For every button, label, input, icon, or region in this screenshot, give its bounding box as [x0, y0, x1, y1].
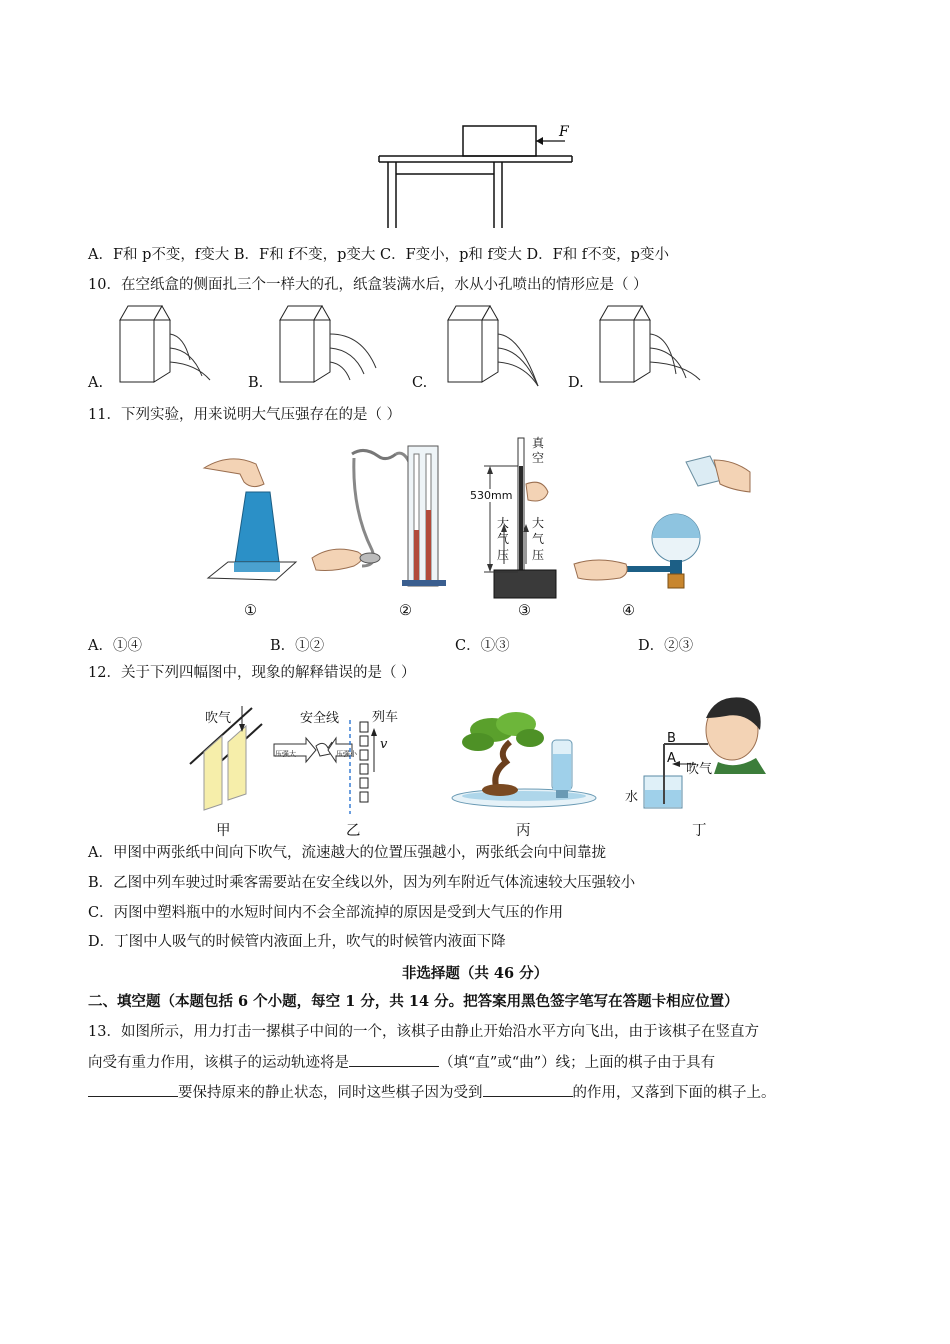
safety-line-label: 安全线 [300, 711, 340, 726]
q10-label-c: C. [412, 375, 428, 391]
plant-bottle-figure [448, 710, 603, 810]
q11-fig-label-3: ③ [518, 603, 531, 619]
train-safety-figure [272, 720, 402, 815]
ding-blow-label: 吹气 [686, 762, 713, 777]
q11-stem: 11．下列实验，用来说明大气压强存在的是（ ） [88, 407, 402, 423]
torricelli-figure [468, 434, 568, 602]
q10-label-a: A. [88, 375, 104, 391]
carton-figure-d [592, 300, 712, 385]
q10-label-b: B. [248, 375, 264, 391]
atm-label-left: 大气压 [497, 516, 510, 562]
q13-line3-a: 要保持原来的静止状态，同时这些棋子因为受到 [178, 1085, 483, 1101]
q12-option-d: D．丁图中人吸气的时候管内液面上升，吹气的时候管内液面下降 [88, 934, 506, 950]
q11-fig-label-4: ④ [622, 603, 635, 619]
q12-option-c: C．丙图中塑料瓶中的水短时间内不会全部流掉的原因是受到大气压的作用 [88, 905, 564, 921]
force-label: F [559, 124, 569, 140]
q12-option-b: B．乙图中列车驶过时乘客需要站在安全线以外，因为列车附近气体流速较大压强较小 [88, 875, 636, 891]
train-label: 列车 [372, 710, 399, 725]
velocity-label: v [380, 737, 388, 752]
atm-label-right: 大气压 [532, 516, 545, 562]
manometer-figure [312, 440, 452, 590]
ding-b-label: B [667, 731, 676, 746]
q13-line2-b: （填“直”或“曲”）线；上面的棋子由于具有 [439, 1055, 716, 1071]
cup-card-figure [200, 450, 300, 585]
answer-blank-3[interactable] [483, 1082, 573, 1097]
q12-fig-label-ding: 丁 [692, 823, 707, 839]
boy-blowing-figure [626, 694, 766, 812]
jia-blow-label: 吹气 [205, 711, 232, 726]
q12-option-a: A．甲图中两张纸中间向下吹气，流速越大的位置压强越小，两张纸会向中间靠拢 [88, 845, 606, 861]
ding-water-label: 水 [625, 790, 639, 805]
part2-title: 二、填空题（本题包括 6 个小题，每空 1 分，共 14 分。把答案用黑色签字笔写在答题卡相应位置） [88, 993, 739, 1010]
q12-stem: 12．关于下列四幅图中，现象的解释错误的是（ ） [88, 665, 416, 681]
carton-figure-c [440, 300, 550, 390]
q11-option-c: C．①③ [455, 638, 510, 654]
vacuum-label: 真空 [532, 436, 545, 465]
q11-option-a: A．①④ [88, 638, 142, 654]
pressure-big-label: 压强大 [275, 750, 296, 758]
q11-option-d: D．②③ [638, 638, 694, 654]
q12-fig-label-yi: 乙 [346, 823, 361, 839]
q13-line3-b: 的作用，又落到下面的棋子上。 [572, 1085, 776, 1101]
q13-line3 [88, 1082, 776, 1103]
carton-figure-b [272, 300, 382, 385]
q12-fig-label-jia: 甲 [216, 823, 231, 839]
q10-label-d: D. [568, 375, 584, 391]
q11-option-b: B．①② [270, 638, 325, 654]
carton-figure-a [112, 300, 222, 385]
table-block-figure [370, 118, 590, 233]
ding-a-label: A [667, 751, 676, 766]
q11-fig-label-1: ① [244, 603, 257, 619]
q13-line1: 13．如图所示，用力打击一摞棋子中间的一个，该棋子由静止开始沿水平方向飞出，由于该棋子在竖直方 [88, 1024, 759, 1040]
answer-blank-1[interactable] [349, 1052, 439, 1067]
q11-fig-label-2: ② [399, 603, 412, 619]
flask-figure [574, 456, 754, 596]
section-title: 非选择题（共 46 分） [401, 965, 549, 982]
q13-line2-a: 向受有重力作用，该棋子的运动轨迹将是 [88, 1055, 349, 1071]
q13-line2 [88, 1052, 715, 1073]
pressure-small-label: 压强小 [336, 750, 357, 758]
answer-blank-2[interactable] [88, 1082, 178, 1097]
q10-stem: 10．在空纸盒的侧面扎三个一样大的孔，纸盒装满水后，水从小孔喷出的情形应是（ ） [88, 277, 648, 293]
q9-options: A．F和 p不变，f变大 B．F和 f不变，p变大 C．F变小，p和 f变大 D．F和 f不变，p变小 [88, 247, 669, 263]
q12-fig-label-bing: 丙 [516, 823, 531, 839]
height-label: 530mm [470, 489, 513, 502]
